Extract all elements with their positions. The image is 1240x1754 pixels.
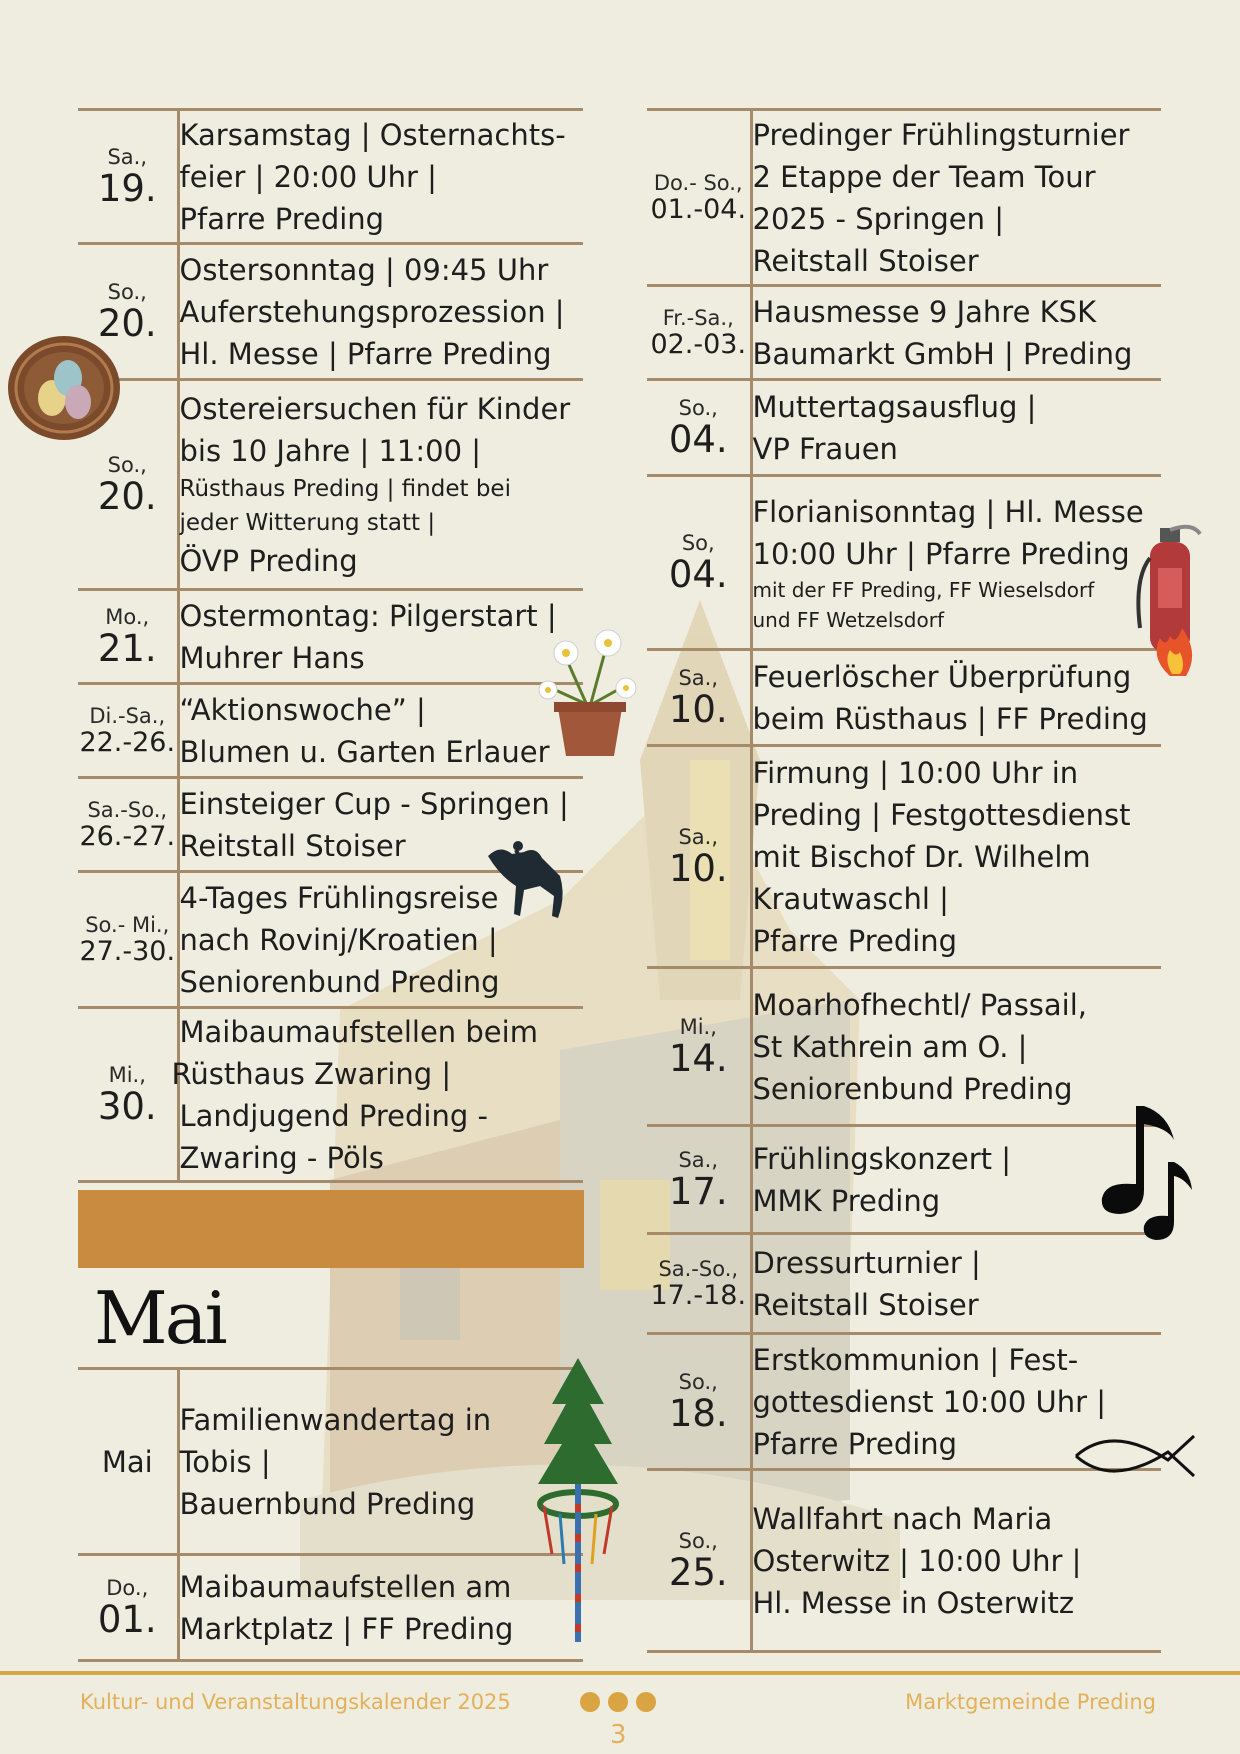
event-day-number: 30. xyxy=(97,1084,157,1128)
event-text: Dressurturnier | Reitstall Stoiser xyxy=(752,1245,981,1322)
event-row xyxy=(647,746,1161,968)
event-row xyxy=(78,684,583,778)
month-divider-bar xyxy=(78,1190,584,1268)
event-text: “Aktionswoche” | Blumen u. Garten Erlauer xyxy=(179,692,550,769)
footer-publication-title: Kultur- und Veranstaltungskalender 2025 xyxy=(80,1690,511,1714)
event-description xyxy=(751,1234,1161,1334)
fire-extinguisher-icon xyxy=(1130,518,1210,678)
event-day-number: 26.-27. xyxy=(79,820,176,852)
event-date xyxy=(647,746,751,968)
event-row xyxy=(78,1369,583,1555)
event-day-number: 04. xyxy=(668,417,728,461)
page-number: 3 xyxy=(610,1720,627,1750)
horse-rider-icon xyxy=(480,836,572,926)
event-day-number: 14. xyxy=(668,1036,728,1080)
event-date xyxy=(78,1008,178,1182)
event-weekday: Mo., xyxy=(105,604,150,629)
april-events-table xyxy=(78,108,583,1183)
may-events-table xyxy=(78,1367,583,1662)
event-text: Ostereiersuchen für Kinder bis 10 Jahre | 11:00 | xyxy=(179,391,571,468)
footer-municipality: Marktgemeinde Preding xyxy=(905,1690,1156,1714)
event-text: Muttertagsausflug | VP Frauen xyxy=(752,389,1037,466)
event-day-number: 01. xyxy=(97,1597,157,1641)
event-date xyxy=(78,1369,178,1555)
event-row xyxy=(78,110,583,244)
event-description xyxy=(751,650,1161,746)
event-weekday: Fr.-Sa., xyxy=(662,305,734,330)
event-day-number: 20. xyxy=(97,474,157,518)
event-day-number: 21. xyxy=(97,626,157,670)
maypole-icon xyxy=(534,1354,622,1644)
event-weekday: Sa., xyxy=(678,665,719,690)
event-day-number: 02.-03. xyxy=(650,328,747,360)
event-text: Florianisonntag | Hl. Messe 10:00 Uhr | Pfarre Preding xyxy=(752,494,1144,571)
event-weekday: Mi., xyxy=(679,1014,717,1039)
event-weekday: Do., xyxy=(106,1575,149,1600)
event-text: Frühlingskonzert | MMK Preding xyxy=(752,1141,1011,1218)
event-row xyxy=(647,110,1161,286)
fish-icon xyxy=(1072,1430,1198,1482)
event-weekday: So., xyxy=(678,395,718,420)
event-description xyxy=(171,1008,583,1182)
event-row xyxy=(647,968,1161,1126)
event-text: Maibaumaufstellen am Marktplatz | FF Preding xyxy=(179,1569,514,1646)
event-row xyxy=(647,1126,1161,1234)
event-text-indent: Rüsthaus Zwaring | xyxy=(171,1056,452,1091)
footer-dots xyxy=(580,1692,664,1716)
event-day-number: 10. xyxy=(668,687,728,731)
event-row xyxy=(647,476,1161,650)
event-text: 4-Tages Frühlingsreise nach Rovinj/Kroatien | Seniorenbund Preding xyxy=(179,880,500,999)
event-date xyxy=(647,1470,751,1652)
event-description xyxy=(178,1369,583,1555)
event-row xyxy=(78,1555,583,1661)
event-date xyxy=(647,968,751,1126)
event-day-number: 18. xyxy=(668,1391,728,1435)
event-weekday: Do.- So., xyxy=(653,170,743,195)
event-description xyxy=(178,590,583,684)
event-day-number: 17.-18. xyxy=(650,1279,747,1311)
event-day-number: 19. xyxy=(97,166,157,210)
event-date xyxy=(647,1126,751,1234)
event-day-number: 10. xyxy=(668,846,728,890)
event-date xyxy=(647,380,751,476)
event-description xyxy=(751,110,1161,286)
event-date xyxy=(647,1234,751,1334)
event-date xyxy=(647,110,751,286)
footer-dot xyxy=(608,1692,628,1712)
event-text: Maibaumaufstellen beim xyxy=(179,1014,538,1049)
event-weekday: Mi., xyxy=(108,1062,146,1087)
event-date xyxy=(78,872,178,1008)
footer-dot xyxy=(580,1692,600,1712)
event-weekday: Sa., xyxy=(107,144,148,169)
event-weekday: Di.-Sa., xyxy=(89,703,166,728)
event-description xyxy=(751,286,1161,380)
event-weekday: Sa.-So., xyxy=(658,1256,739,1281)
event-date xyxy=(78,1555,178,1661)
event-row xyxy=(647,650,1161,746)
event-weekday: So., xyxy=(107,452,147,477)
event-month-label: Mai xyxy=(101,1444,153,1479)
event-day-number: 04. xyxy=(668,552,728,596)
event-text: Hausmesse 9 Jahre KSK Baumarkt GmbH | Preding xyxy=(752,294,1133,371)
event-text: Wallfahrt nach Maria Osterwitz | 10:00 Uhr | Hl. Messe in Osterwitz xyxy=(752,1501,1082,1620)
event-description xyxy=(178,1555,583,1661)
event-description xyxy=(178,110,583,244)
event-text-small: Rüsthaus Preding | findet bei jeder Witterung statt | xyxy=(179,475,511,536)
event-weekday: Sa., xyxy=(678,1147,719,1172)
music-note-icon xyxy=(1098,1100,1198,1242)
event-date xyxy=(647,286,751,380)
event-day-number: 25. xyxy=(668,1550,728,1594)
event-weekday: So., xyxy=(678,1528,718,1553)
event-description xyxy=(751,380,1161,476)
event-weekday: So., xyxy=(107,279,147,304)
may-events-right-table xyxy=(647,108,1161,1653)
event-weekday: So, xyxy=(681,530,715,555)
footer-divider xyxy=(0,1671,1240,1675)
event-row xyxy=(78,1008,583,1182)
event-organizer: ÖVP Preding xyxy=(179,543,358,578)
event-text: Ostermontag: Pilgerstart | Muhrer Hans xyxy=(179,598,557,675)
event-day-number: 17. xyxy=(668,1169,728,1213)
event-weekday: So., xyxy=(678,1369,718,1394)
event-day-number: 20. xyxy=(97,301,157,345)
event-day-number: 01.-04. xyxy=(650,193,747,225)
event-description xyxy=(178,684,583,778)
event-date xyxy=(647,650,751,746)
event-description xyxy=(751,476,1161,650)
event-text: Karsamstag | Osternachts- feier | 20:00 Uhr | Pfarre Preding xyxy=(179,117,566,236)
event-row xyxy=(78,590,583,684)
event-text: Firmung | 10:00 Uhr in Preding | Festgottesdienst mit Bischof Dr. Wilhelm Krautwaschl | Pfarre Preding xyxy=(752,755,1131,958)
event-day-number: 22.-26. xyxy=(79,726,176,758)
event-text-small: mit der FF Preding, FF Wieselsdorf und FF Wetzelsdorf xyxy=(752,577,1095,632)
footer-dot xyxy=(636,1692,656,1712)
event-text: Erstkommunion | Fest- gottesdienst 10:00 Uhr | Pfarre Preding xyxy=(752,1342,1107,1461)
event-date xyxy=(647,476,751,650)
nest-icon xyxy=(4,326,124,446)
event-row xyxy=(647,286,1161,380)
event-day-number: 27.-30. xyxy=(79,935,176,967)
event-row xyxy=(78,380,583,590)
event-description xyxy=(178,244,583,380)
event-text: Einsteiger Cup - Springen | Reitstall Stoiser xyxy=(179,786,569,863)
event-row xyxy=(647,380,1161,476)
event-row xyxy=(78,244,583,380)
event-row xyxy=(647,1470,1161,1652)
event-date xyxy=(78,110,178,244)
event-text: Familienwandertag in Tobis | Bauernbund Preding xyxy=(179,1402,492,1521)
event-weekday: Sa., xyxy=(678,824,719,849)
event-text: Ostersonntag | 09:45 Uhr Auferstehungsprozession | Hl. Messe | Pfarre Preding xyxy=(179,252,565,371)
event-date xyxy=(647,1334,751,1470)
event-date xyxy=(78,684,178,778)
event-date xyxy=(78,590,178,684)
event-text: Predinger Frühlingsturnier 2 Etappe der Team Tour 2025 - Springen | Reitstall Stoiser xyxy=(752,117,1130,278)
flower-pot-icon xyxy=(536,628,646,758)
event-weekday: Sa.-So., xyxy=(87,797,168,822)
event-row xyxy=(647,1234,1161,1334)
event-organizer: Landjugend Preding - Zwaring - Pöls xyxy=(179,1098,488,1175)
month-title: Mai xyxy=(94,1276,225,1360)
event-weekday: So.- Mi., xyxy=(85,912,170,937)
event-date xyxy=(78,778,178,872)
event-description xyxy=(751,1470,1161,1652)
event-description xyxy=(751,746,1161,968)
event-description xyxy=(178,380,583,590)
event-text: Moarhofhechtl/ Passail, St Kathrein am O. | Seniorenbund Preding xyxy=(752,987,1088,1106)
event-text: Feuerlöscher Überprüfung beim Rüsthaus | FF Preding xyxy=(752,659,1148,736)
